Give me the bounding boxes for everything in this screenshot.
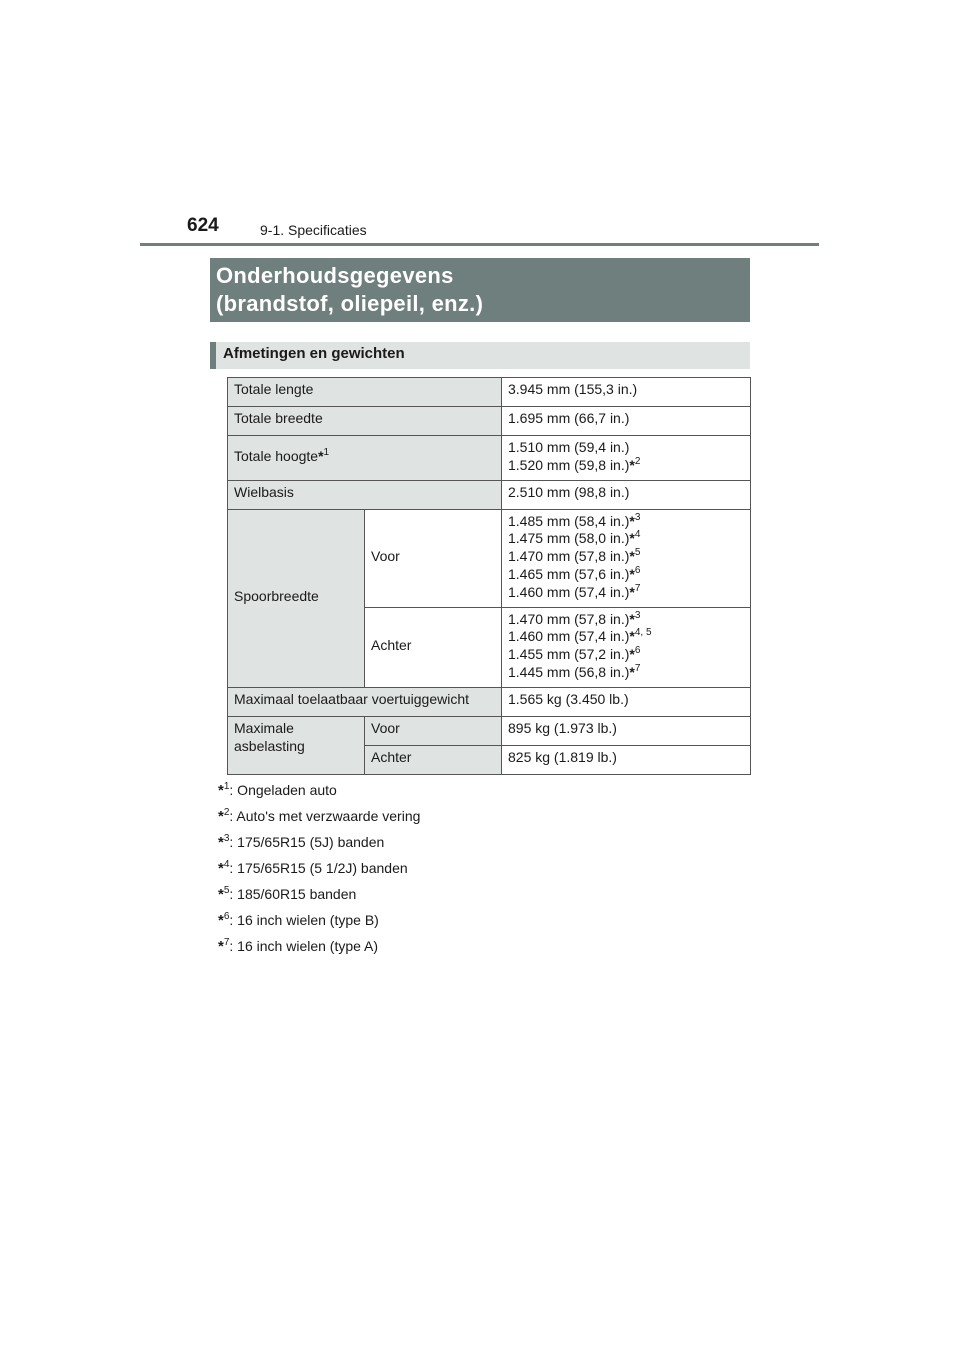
value-line xyxy=(508,548,744,566)
footnote-star: * xyxy=(629,610,635,627)
value-line: 1.510 mm (59,4 in.) xyxy=(508,439,630,455)
row-label: Totale lengte xyxy=(228,378,502,407)
subsection-heading xyxy=(210,342,750,369)
row-sublabel: Achter xyxy=(365,607,502,687)
row-label xyxy=(228,436,502,481)
row-value: 1.565 kg (3.450 lb.) xyxy=(502,687,751,716)
footnote-ref: 4 xyxy=(634,529,641,541)
section-title-box xyxy=(210,258,750,322)
row-label: Totale breedte xyxy=(228,407,502,436)
row-value xyxy=(502,509,751,607)
row-value xyxy=(502,607,751,687)
row-sublabel: Voor xyxy=(365,509,502,607)
header-rule xyxy=(140,243,819,246)
footnote-item xyxy=(218,806,420,832)
value-text: 1.460 mm (57,4 in.) xyxy=(508,628,630,645)
footnote-ref: 3 xyxy=(634,609,641,621)
footnote-number: 5 xyxy=(223,885,230,896)
row-label-text: Totale hoogte xyxy=(234,447,319,464)
footnote-star: * xyxy=(629,530,635,547)
footnote-text: : 16 inch wielen (type A) xyxy=(229,938,379,954)
footnote-star: * xyxy=(629,456,635,473)
footnote-number: 4 xyxy=(223,859,230,870)
footnote-ref: 5 xyxy=(634,547,641,559)
footnote-item xyxy=(218,832,420,858)
value-line xyxy=(508,611,744,629)
footnote-number: 6 xyxy=(223,911,230,922)
footnote-star: * xyxy=(629,646,635,663)
row-label-line: Maximale xyxy=(234,719,294,736)
table-row-total-height xyxy=(228,436,751,481)
footnote-star: * xyxy=(218,938,224,955)
value-line xyxy=(508,513,744,531)
value-text: 1.470 mm (57,8 in.) xyxy=(508,548,630,565)
value-line xyxy=(508,584,744,602)
footnotes xyxy=(218,780,420,962)
footnote-ref: 6 xyxy=(634,564,641,576)
footnote-text: : 175/65R15 (5 1/2J) banden xyxy=(229,860,408,876)
footnote-ref: 1 xyxy=(323,446,330,458)
section-title-line-1: Onderhoudsgegevens xyxy=(216,263,454,288)
value-text: 1.485 mm (58,4 in.) xyxy=(508,512,630,529)
footnote-ref: 6 xyxy=(634,645,641,657)
row-sublabel: Voor xyxy=(365,716,502,745)
row-sublabel: Achter xyxy=(365,745,502,774)
value-text: 1.460 mm (57,4 in.) xyxy=(508,583,630,600)
footnote-star: * xyxy=(629,663,635,680)
row-value: 825 kg (1.819 lb.) xyxy=(502,745,751,774)
footnote-ref: 4, 5 xyxy=(634,627,652,639)
footnote-item xyxy=(218,936,420,962)
value-text: 1.465 mm (57,6 in.) xyxy=(508,565,630,582)
row-value: 2.510 mm (98,8 in.) xyxy=(502,480,751,509)
footnote-star: * xyxy=(218,886,224,903)
value-text: 1.455 mm (57,2 in.) xyxy=(508,646,630,663)
value-text: 1.445 mm (56,8 in.) xyxy=(508,663,630,680)
value-line xyxy=(508,457,744,475)
value-line xyxy=(508,664,744,682)
row-label: Maximaal toelaatbaar voertuiggewicht xyxy=(228,687,502,716)
footnote-text: : 16 inch wielen (type B) xyxy=(229,912,379,928)
table-row-axle-load-front xyxy=(228,716,751,745)
footnote-number: 3 xyxy=(223,833,230,844)
value-line xyxy=(508,530,744,548)
table-row-total-length xyxy=(228,378,751,407)
footnote-star: * xyxy=(629,565,635,582)
value-line xyxy=(508,646,744,664)
footnote-star: * xyxy=(629,628,635,645)
footnote-star: * xyxy=(629,548,635,565)
value-text: 1.475 mm (58,0 in.) xyxy=(508,530,630,547)
footnote-text: : Ongeladen auto xyxy=(229,782,337,798)
footnote-item xyxy=(218,910,420,936)
row-label-line: asbelasting xyxy=(234,737,305,754)
value-line xyxy=(508,566,744,584)
row-label xyxy=(228,716,365,774)
subsection-title: Afmetingen en gewichten xyxy=(223,345,405,362)
subsection-accent-bar xyxy=(210,342,216,369)
row-value: 3.945 mm (155,3 in.) xyxy=(502,378,751,407)
row-label: Spoorbreedte xyxy=(228,509,365,687)
footnote-star: * xyxy=(318,447,324,464)
footnote-ref: 7 xyxy=(634,582,641,594)
dimensions-table xyxy=(227,377,751,775)
section-title-line-2: (brandstof, oliepeil, enz.) xyxy=(216,291,484,316)
footnote-text: : 175/65R15 (5J) banden xyxy=(229,834,385,850)
footnote-star: * xyxy=(218,912,224,929)
footnote-star: * xyxy=(218,808,224,825)
table-row-total-width xyxy=(228,407,751,436)
value-line xyxy=(508,628,744,646)
section-label: 9-1. Specificaties xyxy=(260,222,367,238)
footnote-star: * xyxy=(218,834,224,851)
footnote-text: : Auto's met verzwaarde vering xyxy=(229,808,421,824)
footnote-ref: 3 xyxy=(634,511,641,523)
row-value: 1.695 mm (66,7 in.) xyxy=(502,407,751,436)
footnote-ref: 2 xyxy=(634,455,641,467)
footnote-star: * xyxy=(629,512,635,529)
footnote-star: * xyxy=(218,782,224,799)
row-value: 895 kg (1.973 lb.) xyxy=(502,716,751,745)
table-row-wheelbase xyxy=(228,480,751,509)
value-text: 1.520 mm (59,8 in.) xyxy=(508,456,630,473)
value-text: 1.470 mm (57,8 in.) xyxy=(508,610,630,627)
footnote-text: : 185/60R15 banden xyxy=(229,886,357,902)
page-number: 624 xyxy=(187,215,219,236)
footnote-number: 7 xyxy=(223,937,230,948)
footnote-item xyxy=(218,858,420,884)
table-row-track-front xyxy=(228,509,751,607)
footnote-star: * xyxy=(629,583,635,600)
footnote-number: 2 xyxy=(223,807,230,818)
footnote-ref: 7 xyxy=(634,662,641,674)
table-row-max-vehicle-weight xyxy=(228,687,751,716)
footnote-item xyxy=(218,780,420,806)
row-label: Wielbasis xyxy=(228,480,502,509)
footnote-number: 1 xyxy=(223,781,230,792)
footnote-item xyxy=(218,884,420,910)
footnote-star: * xyxy=(218,860,224,877)
row-value xyxy=(502,436,751,481)
